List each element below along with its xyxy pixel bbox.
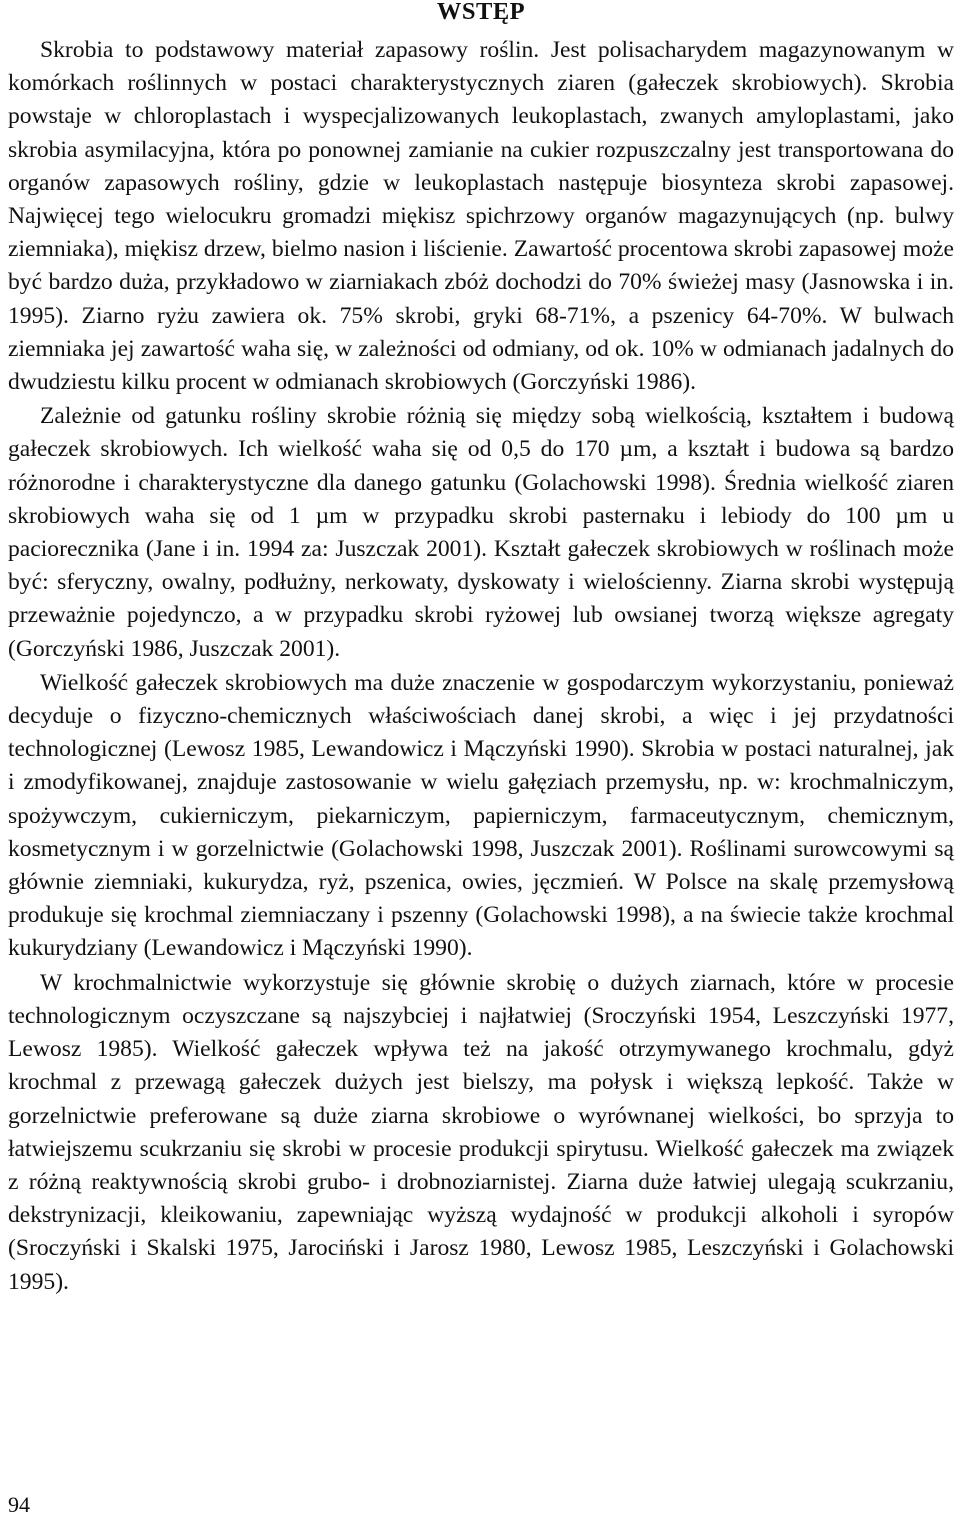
document-page — [8, 0, 954, 1299]
paragraph-4: W krochmalnictwie wykorzystuje się głównie skrobię o dużych ziarnach, które w procesie technologicznym oczyszczane są najszybciej i najłatwiej (Sroczyński 1954, Leszczyński 1977, Lewosz 1985). Wielkość gałeczek wpływa też na jakość otrzymywanego krochmalu, gdyż krochmal z przewagą gałeczek dużych jest bielszy, ma połysk i większą lepkość. Także w gorzelnictwie preferowane są duże ziarna skrobiowe o wyrównanej wielkości, bo sprzyja to łatwiejszemu scukrzaniu się skrobi w procesie produkcji spirytusu. Wielkość gałeczek ma związek z różną reaktywnością skrobi grubo- i drobnoziarnistej. Ziarna duże łatwiej ulegają scukrzaniu, dekstrynizacji, kleikowaniu, zapewniając wyższą wydajność w produkcji alkoholi i syropów (Sroczyński i Skalski 1975, Jarociński i Jarosz 1980, Lewosz 1985, Leszczyński i Golachowski 1995). — [8, 969, 954, 1295]
section-title: WSTĘP — [436, 0, 526, 25]
paragraph-1: Skrobia to podstawowy materiał zapasowy roślin. Jest polisacharydem magazynowanym w komórkach roślinnych w postaci charakterystycznych ziaren (gałeczek skrobiowych). Skrobia powstaje w chloroplastach i wyspecjalizowanych leukoplastach, zwanych amyloplastami, jako skrobia asymilacyjna, która po ponownej zamianie na cukier rozpuszczalny jest transportowana do organów zapasowych rośliny, gdzie w leukoplastach następuje biosynteza skrobi zapasowej. Najwięcej tego wielocukru gromadzi miękisz spichrzowy organów magazynujących (np. bulwy ziemniaka), miękisz drzew, bielmo nasion i liścienie. Zawartość procentowa skrobi zapasowej może być bardzo duża, przykładowo w ziarniakach zbóż dochodzi do 70% świeżej masy (Jasnowska i in. 1995). Ziarno ryżu zawiera ok. 75% skrobi, gryki 68-71%, a pszenicy 64-70%. W bulwach ziemniaka jej zawartość waha się, w zależności od odmiany, od ok. 10% w odmianach jadalnych do dwudziestu kilku procent w odmianach skrobiowych (Gorczyński 1986). — [8, 37, 954, 396]
paragraph-3: Wielkość gałeczek skrobiowych ma duże znaczenie w gospodarczym wykorzystaniu, ponieważ decyduje o fizyczno-chemicznych właściwościach danej skrobi, a więc i jej przydatności technologicznej (Lewosz 1985, Lewandowicz i Mączyński 1990). Skrobia w postaci naturalnej, jak i zmodyfikowanej, znajduje zastosowanie w wielu gałęziach przemysłu, np. w: krochmalniczym, spożywczym, cukierniczym, piekarniczym, papierniczym, farmaceutycznym, chemicznym, kosmetycznym i w gorzelnictwie (Golachowski 1998, Juszczak 2001). Roślinami surowcowymi są głównie ziemniaki, kukurydza, ryż, pszenica, owies, jęczmień. W Polsce na skalę przemysłową produkuje się krochmal ziemniaczany i pszenny (Golachowski 1998), a na świecie także krochmal kukurydziany (Lewandowicz i Mączyński 1990). — [8, 669, 954, 962]
paragraph-2: Zależnie od gatunku rośliny skrobie różnią się między sobą wielkością, kształtem i budową gałeczek skrobiowych. Ich wielkość waha się od 0,5 do 170 µm, a kształt i budowa są bardzo różnorodne i charakterystyczne dla danego gatunku (Golachowski 1998). Średnia wielkość ziaren skrobiowych waha się od 1 µm w przypadku skrobi pasternaku i lebiody do 100 µm u paciorecznika (Jane i in. 1994 za: Juszczak 2001). Kształt gałeczek skrobiowych w roślinach może być: sferyczny, owalny, podłużny, nerkowaty, dyskowaty i wielościenny. Ziarna skrobi występują przeważnie pojedynczo, a w przypadku skrobi ryżowej lub owsianej tworzą większe agregaty (Gorczyński 1986, Juszczak 2001). — [8, 403, 954, 662]
page-number: 94 — [8, 1492, 30, 1517]
